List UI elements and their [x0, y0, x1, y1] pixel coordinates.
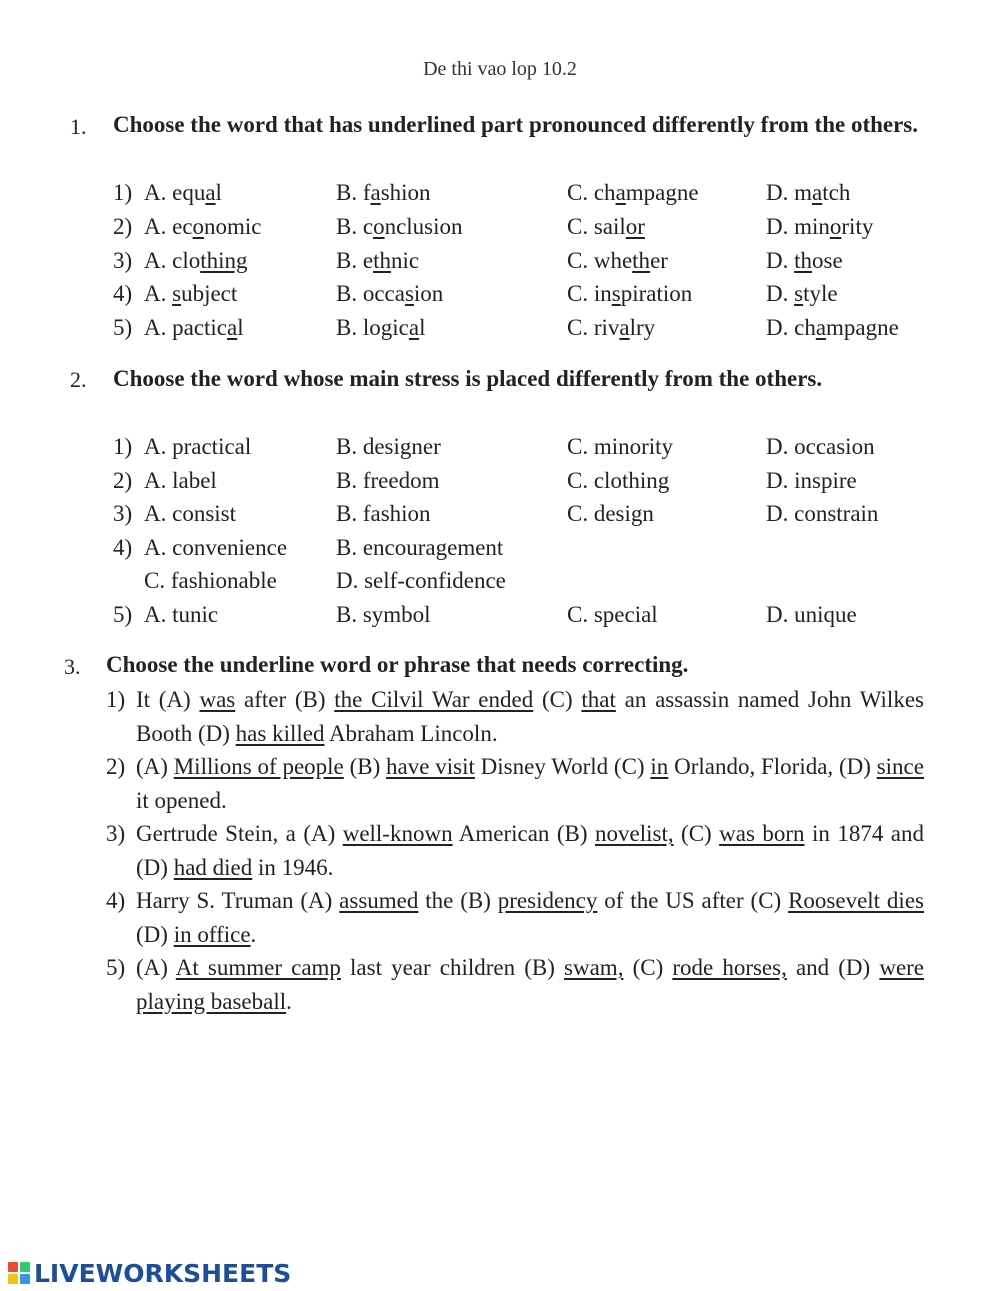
section-number: 2.: [70, 367, 87, 392]
underlined-part: a: [619, 315, 630, 341]
question-number: 3): [113, 247, 133, 273]
option-text: C. in: [567, 281, 612, 307]
option-c[interactable]: C. clothing: [567, 468, 670, 493]
option-b[interactable]: [336, 244, 419, 278]
option-c[interactable]: C. special: [567, 602, 658, 627]
option-d[interactable]: D. unique: [766, 602, 857, 627]
underlined-phrase[interactable]: had died: [173, 854, 253, 880]
sentence-fragment: (C): [623, 955, 673, 980]
underlined-part: th: [373, 247, 391, 273]
option-text: A. ec: [144, 213, 193, 239]
option-text: A. pactic: [144, 315, 228, 341]
sentence-number: 3): [106, 821, 126, 846]
section-number: 1.: [70, 114, 87, 139]
option-text: B. e: [336, 247, 374, 273]
sentence-number: 2): [106, 754, 126, 779]
sentence-fragment: American (B): [452, 821, 595, 846]
sentence-fragment: (C): [673, 821, 720, 846]
liveworksheets-logo: [8, 1258, 291, 1288]
sentence-fragment: the (B): [418, 888, 498, 913]
option-a[interactable]: A. consist: [144, 501, 236, 526]
option-text: B. occa: [336, 281, 405, 307]
option-text: A.: [144, 281, 173, 307]
option-b[interactable]: [336, 277, 443, 311]
option-d[interactable]: [766, 244, 843, 278]
option-c[interactable]: [567, 244, 668, 278]
option-a[interactable]: [144, 210, 262, 244]
question-row: [0, 497, 1000, 531]
underlined-part: o: [192, 213, 205, 239]
question-row: [0, 210, 1000, 244]
sentence-number: 5): [106, 955, 126, 980]
underlined-phrase[interactable]: in: [650, 754, 669, 779]
sentence-fragment: Harry S. Truman (A): [136, 888, 340, 913]
option-text: mpagne: [826, 315, 899, 341]
option-text: C. ch: [567, 180, 616, 205]
underlined-phrase[interactable]: At summer camp: [175, 955, 341, 980]
question-number: 4): [113, 535, 133, 560]
underlined-part: s: [404, 281, 414, 307]
option-c[interactable]: [567, 277, 692, 311]
underlined-part: a: [408, 315, 420, 341]
option-a[interactable]: A. convenience: [144, 535, 288, 560]
question-number: 1): [113, 434, 133, 459]
sentence-fragment: after (B): [235, 687, 335, 712]
option-b[interactable]: [336, 311, 425, 345]
underlined-part: s: [172, 281, 182, 307]
option-text: D. min: [766, 213, 830, 239]
option-a[interactable]: [144, 311, 244, 345]
section-title: Choose the word that has underlined part pronounced differently from the others.: [113, 112, 919, 137]
option-text: ion: [413, 281, 444, 307]
option-d[interactable]: [766, 210, 873, 244]
option-a[interactable]: A. tunic: [144, 602, 219, 627]
option-text: ose: [812, 247, 843, 273]
option-text: nic: [390, 247, 420, 273]
option-text: D. m: [766, 180, 812, 205]
underlined-phrase[interactable]: has killed: [235, 720, 325, 746]
sentence-fragment: .: [250, 921, 257, 947]
underlined-phrase[interactable]: was born: [719, 821, 805, 846]
underlined-phrase[interactable]: in office: [173, 921, 251, 947]
sentence-text: [136, 683, 924, 750]
option-text: ubject: [181, 281, 238, 307]
sentence-fragment: (B): [343, 754, 387, 779]
sentence-fragment: an assassin named John Wilkes Booth (D): [136, 687, 924, 746]
underlined-part: a: [205, 180, 216, 205]
underlined-part: a: [812, 180, 823, 205]
sentence-fragment: (D): [136, 921, 174, 947]
option-c[interactable]: C. design: [567, 501, 654, 526]
option-b[interactable]: B. encouragement: [336, 535, 504, 560]
underlined-part: o: [829, 213, 842, 239]
option-d[interactable]: [766, 277, 838, 311]
underlined-part: or: [625, 213, 645, 239]
option-text: tch: [822, 180, 851, 205]
underlined-phrase[interactable]: were playing baseball: [136, 955, 925, 1014]
sentence-fragment: and (D): [786, 955, 880, 980]
option-a[interactable]: [144, 277, 237, 311]
logo-grid-icon: [8, 1262, 30, 1284]
question-row: [0, 277, 1000, 311]
sentence-fragment: Gertrude Stein, a (A): [136, 821, 343, 846]
underlined-part: th: [794, 247, 813, 273]
option-text: lry: [629, 315, 656, 341]
question-number: 5): [113, 602, 133, 627]
sentence-number: 1): [106, 687, 126, 712]
option-text: A. equ: [144, 180, 206, 205]
option-c[interactable]: C. fashionable: [144, 568, 277, 593]
option-text: C. riv: [567, 315, 620, 341]
option-b[interactable]: B. designer: [336, 434, 441, 459]
option-b[interactable]: B. fashion: [336, 501, 431, 526]
sentence-text: [136, 817, 924, 884]
option-a[interactable]: [144, 176, 222, 210]
option-c[interactable]: [567, 311, 655, 345]
option-d[interactable]: D. inspire: [766, 468, 857, 493]
option-text: D.: [766, 247, 795, 273]
underlined-phrase[interactable]: that: [581, 687, 616, 712]
option-a[interactable]: A. label: [144, 468, 217, 493]
underlined-phrase[interactable]: have visit: [386, 754, 475, 779]
sentence-fragment: in 1874 and (D): [136, 821, 924, 880]
option-text: tyle: [803, 281, 838, 307]
option-text: l: [419, 315, 426, 341]
option-a[interactable]: [144, 244, 248, 278]
option-text: A. clo: [144, 247, 201, 273]
underlined-phrase[interactable]: Millions of people: [173, 754, 344, 779]
underlined-phrase[interactable]: presidency: [497, 888, 598, 913]
sentence-fragment: in 1946.: [252, 854, 334, 880]
option-b[interactable]: B. symbol: [336, 602, 431, 627]
question-number: 1): [113, 180, 133, 205]
sentence-text: [136, 884, 924, 951]
option-d[interactable]: [766, 176, 850, 210]
option-a[interactable]: A. practical: [144, 434, 252, 459]
option-text: B. f: [336, 180, 371, 205]
option-text: mpagne: [625, 180, 699, 205]
underlined-phrase[interactable]: rode horses,: [672, 955, 787, 980]
sentence-fragment: last year children (B): [340, 955, 565, 980]
underlined-part: o: [373, 213, 385, 239]
question-number: 3): [113, 501, 133, 526]
section-title: Choose the word whose main stress is placed differently from the others.: [113, 366, 823, 391]
underlined-part: a: [615, 180, 626, 205]
sentence-number: 4): [106, 888, 126, 913]
option-b[interactable]: B. freedom: [336, 468, 440, 493]
section-title: Choose the underline word or phrase that needs correcting.: [106, 652, 689, 677]
sentence-fragment: (C): [533, 687, 582, 712]
underlined-phrase[interactable]: novelist,: [595, 821, 674, 846]
question-number: 4): [113, 281, 133, 307]
option-text: shion: [380, 180, 431, 205]
underlined-part: a: [227, 315, 238, 341]
sentence-fragment: (A): [136, 754, 174, 779]
sentence-fragment: it opened.: [136, 787, 227, 813]
question-number: 2): [113, 468, 133, 493]
option-b[interactable]: [336, 210, 463, 244]
question-row: [0, 311, 1000, 345]
section-number: 3.: [64, 654, 81, 679]
underlined-part: s: [794, 281, 804, 307]
underlined-part: th: [632, 247, 651, 273]
option-text: B. logic: [336, 315, 409, 341]
sentence-fragment: .: [286, 988, 292, 1014]
question-number: 5): [113, 315, 133, 341]
underlined-phrase[interactable]: since: [876, 754, 924, 779]
page-title: De thi vao lop 10.2: [423, 58, 577, 80]
sentence-text: [136, 750, 924, 817]
underlined-phrase[interactable]: assumed: [339, 888, 419, 913]
underlined-part: a: [370, 180, 381, 205]
option-text: B. c: [336, 213, 374, 239]
question-row: [0, 531, 1000, 593]
sentence-fragment: of the US after (C): [597, 888, 789, 913]
question-row: [0, 176, 1000, 210]
option-text: D.: [766, 281, 795, 307]
underlined-phrase[interactable]: swam,: [564, 955, 624, 980]
option-text: C. whe: [567, 247, 633, 273]
question-row: [0, 430, 1000, 464]
underlined-phrase[interactable]: was: [199, 687, 236, 712]
option-text: rity: [841, 213, 874, 239]
sentence-fragment: (A): [136, 955, 176, 980]
sentence-fragment: Disney World (C): [474, 754, 651, 779]
underlined-phrase[interactable]: Roosevelt dies: [788, 888, 924, 913]
question-row: [0, 244, 1000, 278]
option-b[interactable]: [336, 176, 431, 210]
option-c[interactable]: [567, 210, 645, 244]
sentence-fragment: It (A): [136, 687, 200, 712]
question-row: [0, 464, 1000, 498]
option-d[interactable]: D. constrain: [766, 501, 879, 526]
option-text: l: [215, 180, 222, 205]
sentence-fragment: Orlando, Florida, (D): [668, 754, 877, 779]
option-text: l: [237, 315, 244, 341]
option-d[interactable]: D. occasion: [766, 434, 875, 459]
option-c[interactable]: C. minority: [567, 434, 674, 459]
option-text: piration: [620, 281, 693, 307]
logo-text: LIVEWORKSHEETS: [34, 1258, 292, 1288]
option-d[interactable]: [766, 311, 899, 345]
underlined-part: s: [611, 281, 621, 307]
question-number: 2): [113, 213, 133, 239]
question-row: [0, 598, 1000, 632]
option-text: er: [650, 247, 668, 273]
option-d[interactable]: D. self-confidence: [336, 568, 506, 593]
underlined-phrase[interactable]: the Cilvil War ended: [334, 687, 534, 712]
option-c[interactable]: [567, 176, 699, 210]
option-text: C. sail: [567, 213, 626, 239]
underlined-phrase[interactable]: well-known: [342, 821, 453, 846]
underlined-part: thing: [200, 247, 248, 273]
option-text: nclusion: [384, 213, 463, 239]
option-text: D. ch: [766, 315, 816, 341]
option-text: nomic: [204, 213, 262, 239]
sentence-text: [136, 951, 924, 1018]
sentence-fragment: Abraham Lincoln.: [324, 720, 498, 746]
underlined-part: a: [815, 315, 827, 341]
